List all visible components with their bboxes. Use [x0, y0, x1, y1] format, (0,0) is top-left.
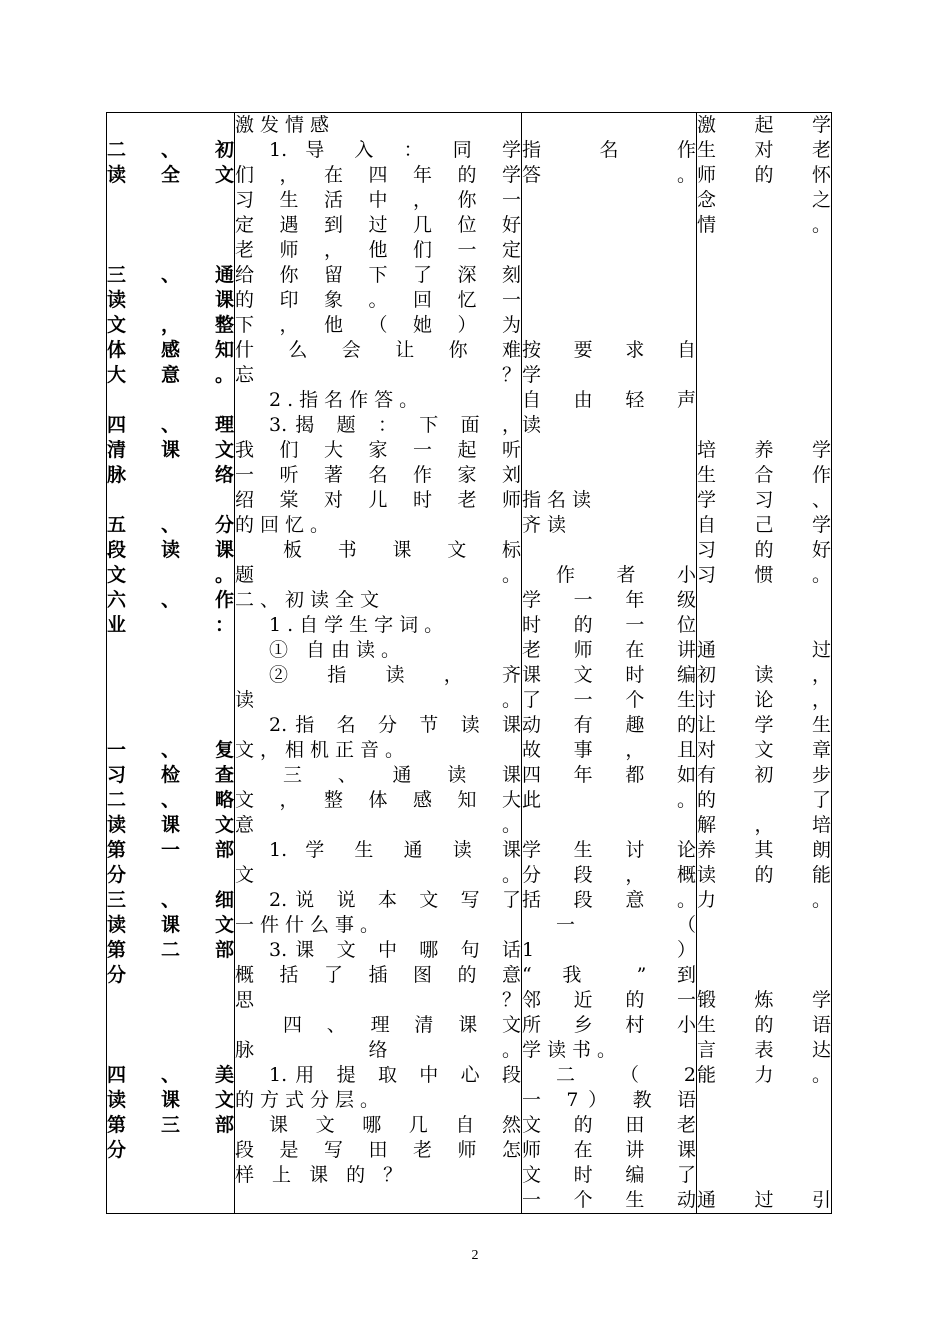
page-number: 2	[471, 1248, 479, 1263]
process-line: 习 生 活 中 ， 你 一	[235, 189, 521, 211]
process-line: 3.揭 题 ： 下 面 ，	[269, 414, 521, 436]
activity-line: 1 ）	[522, 939, 696, 961]
process-line: 文 。	[235, 864, 521, 886]
intent-line	[697, 938, 831, 963]
process-line: 给 你 留 下 了 深 刻	[235, 264, 521, 286]
activity-line	[522, 288, 696, 313]
process-line: 文 ， 整 体 感 知 大	[235, 789, 521, 811]
intent-line	[697, 1138, 831, 1163]
student-activity-column	[522, 113, 697, 1214]
process-line: 一 听 著 名 作 家 刘	[235, 464, 521, 486]
step-line: 大 意 。	[107, 364, 234, 386]
intent-line	[697, 913, 831, 938]
intent-line: 解 ， 培	[697, 814, 831, 836]
lesson-plan-table	[106, 112, 832, 1214]
process-line: 1. 导 入 ： 同 学	[269, 139, 521, 161]
intent-line: 培 养 学	[697, 439, 831, 461]
intent-line	[697, 1113, 831, 1138]
activity-line: 此 。	[522, 789, 696, 811]
activity-line: 一 个 生 动	[522, 1189, 696, 1211]
design-intent-column	[697, 113, 832, 1214]
step-line: 五 、 分	[107, 514, 234, 536]
activity-line: 括 段 意 。	[522, 889, 696, 911]
intent-line	[697, 588, 831, 613]
intent-line: 生 合 作	[697, 464, 831, 486]
process-line: 我 们 大 家 一 起 听	[235, 439, 521, 461]
intent-line: 念 之	[697, 189, 831, 211]
activity-line: 邻 近 的 一	[522, 989, 696, 1011]
process-line: 们 ， 在 四 年 的 学	[235, 164, 521, 186]
activity-line	[522, 238, 696, 263]
activity-line	[522, 263, 696, 288]
step-line	[107, 238, 234, 263]
process-line: 2.指名作答。	[269, 389, 425, 411]
step-line: 文 。	[107, 564, 234, 586]
intent-line	[697, 413, 831, 438]
step-line: 读 课	[107, 289, 234, 311]
step-line	[107, 113, 234, 138]
step-line	[107, 488, 234, 513]
activity-line: 师 在 讲 课	[522, 1139, 696, 1161]
intent-line: 的 了	[697, 789, 831, 811]
step-line: 二 、 初	[107, 139, 234, 161]
activity-line: 动 有 趣 的	[522, 714, 696, 736]
intent-line: 学 习 、	[697, 489, 831, 511]
activity-line: 文 时 编 了	[522, 1164, 696, 1186]
activity-line	[522, 113, 696, 138]
process-line: 板 书 课 文 标	[283, 539, 521, 561]
process-line: 1.用 提 取 中 心 段	[269, 1064, 521, 1086]
activity-line	[522, 463, 696, 488]
intent-line: 情 。	[697, 214, 831, 236]
intent-line	[697, 338, 831, 363]
activity-line: 指 名 作	[522, 139, 696, 161]
process-line: 读 。	[235, 689, 521, 711]
activity-line: 了 一 个 生	[522, 689, 696, 711]
step-line	[107, 713, 234, 738]
intent-line: 养 其 朗	[697, 839, 831, 861]
process-line: ① 自由读。	[269, 639, 407, 661]
process-line: 绍 棠 对 儿 时 老 师	[235, 489, 521, 511]
activity-line	[522, 313, 696, 338]
activity-line: 学 一 年 级	[522, 589, 696, 611]
process-line: 一件什么事。	[235, 914, 386, 936]
intent-line: 讨 论 ，	[697, 689, 831, 711]
process-line: 题 。	[235, 564, 521, 586]
activity-line	[522, 538, 696, 563]
table-row	[107, 113, 832, 1214]
process-line: 思 ？	[235, 989, 521, 1011]
activity-line: 学读书。	[522, 1039, 623, 1061]
step-line	[107, 1188, 234, 1213]
activity-line: 文 的 田 老	[522, 1114, 696, 1136]
step-line	[107, 1013, 234, 1038]
intent-line	[697, 263, 831, 288]
activity-line: 老 师 在 讲	[522, 639, 696, 661]
step-line: 业 ：	[107, 614, 234, 636]
intent-line: 师 的 怀	[697, 164, 831, 186]
activity-line: “ 我 ” 到	[522, 964, 696, 986]
process-line: 课 文 哪 几 自 然	[269, 1114, 521, 1136]
process-line: 激发情感	[235, 114, 336, 136]
activity-line: 故 事 ， 且	[522, 739, 696, 761]
activity-line: 二 （ 2	[556, 1064, 696, 1086]
intent-line: 生 的 语	[697, 1014, 831, 1036]
activity-line: 答 。	[522, 164, 696, 186]
intent-line: 锻 炼 学	[697, 989, 831, 1011]
intent-line: 通 过	[697, 639, 831, 661]
process-line: 的方式分层。	[235, 1089, 386, 1111]
activity-line: 所 乡 村 小	[522, 1014, 696, 1036]
process-line: 样 上 课 的 ？	[235, 1164, 409, 1186]
step-line: 第 二 部	[107, 939, 234, 961]
intent-line: 让 学 生	[697, 714, 831, 736]
step-line: 读 课 文	[107, 914, 234, 936]
activity-line: 齐读	[522, 514, 573, 536]
intent-line: 生 对 老	[697, 139, 831, 161]
intent-line	[697, 1088, 831, 1113]
process-line: 1. 学 生 通 读 课	[269, 839, 521, 861]
step-line: 清 课 文	[107, 439, 234, 461]
step-line: 六 、 作	[107, 589, 234, 611]
intent-line: 读 的 能	[697, 864, 831, 886]
intent-line: 初 读 ，	[697, 664, 831, 686]
activity-line: 自 由 轻 声	[522, 389, 696, 411]
intent-line	[697, 613, 831, 638]
process-line: 意 。	[235, 814, 521, 836]
teaching-steps-column	[107, 113, 235, 1214]
step-line	[107, 663, 234, 688]
process-line	[235, 1188, 521, 1213]
process-line: 下 ， 他 （ 她 ） 为	[235, 314, 521, 336]
process-line: 三 、 通 读 课	[283, 764, 521, 786]
process-line: 二、初读全文	[235, 589, 386, 611]
process-line: 文，相机正音。	[235, 739, 411, 761]
step-line	[107, 188, 234, 213]
activity-line: 按 要 求 自	[522, 339, 696, 361]
step-line: 四 、 理	[107, 414, 234, 436]
intent-line: 习 惯 。	[697, 564, 831, 586]
step-line	[107, 688, 234, 713]
step-line: 段 读 课	[107, 539, 234, 561]
process-line: 段 是 写 田 老 师 怎	[235, 1139, 521, 1161]
teaching-process-column	[235, 113, 522, 1214]
step-line	[107, 1038, 234, 1063]
activity-line: 读	[522, 414, 548, 436]
step-line	[107, 988, 234, 1013]
intent-line: 力 。	[697, 889, 831, 911]
step-line: 第 一 部	[107, 839, 234, 861]
process-line: 什 么 会 让 你 难	[235, 339, 521, 361]
process-line: 定 遇 到 过 几 位 好	[235, 214, 521, 236]
process-line: 的回忆。	[235, 514, 336, 536]
intent-line: 言 表 达	[697, 1039, 831, 1061]
activity-line: 一 （	[556, 914, 696, 936]
step-line: 分	[107, 864, 127, 886]
activity-line: 四 年 都 如	[522, 764, 696, 786]
step-line: 二 、 略	[107, 789, 234, 811]
step-line: 读 课 文	[107, 1089, 234, 1111]
activity-line	[522, 813, 696, 838]
step-line: 第 三 部	[107, 1114, 234, 1136]
step-line	[107, 1163, 234, 1188]
process-line: 概 括 了 插 图 的 意	[235, 964, 521, 986]
activity-line: 指名读	[522, 489, 598, 511]
step-line: 一 、 复	[107, 739, 234, 761]
step-line: 体 感 知	[107, 339, 234, 361]
activity-line	[522, 438, 696, 463]
step-line	[107, 213, 234, 238]
step-line: 分	[107, 1139, 127, 1161]
process-line: 四 、 理 清 课 文	[283, 1014, 521, 1036]
activity-line	[522, 188, 696, 213]
process-line: 脉 络 。	[235, 1039, 521, 1061]
intent-line: 对 文 章	[697, 739, 831, 761]
process-line: ② 指 读 ， 齐	[269, 664, 521, 686]
intent-line	[697, 238, 831, 263]
step-line	[107, 388, 234, 413]
step-line: 文 ， 整	[107, 314, 234, 336]
activity-line	[522, 213, 696, 238]
activity-line: 分 段 ， 概	[522, 864, 696, 886]
activity-line: 一 7） 教 语	[522, 1089, 696, 1111]
process-line: 老 师 ， 他 们 一 定	[235, 239, 521, 261]
activity-line: 学	[522, 364, 548, 386]
intent-line: 自 己 学	[697, 514, 831, 536]
intent-line	[697, 288, 831, 313]
step-line: 四 、 美	[107, 1064, 234, 1086]
process-line: 忘 ？	[235, 364, 521, 386]
activity-line: 时 的 一 位	[522, 614, 696, 636]
process-line: 2.说 说 本 文 写 了	[269, 889, 521, 911]
intent-line	[697, 1163, 831, 1188]
process-line: 2.指 名 分 节 读 课	[269, 714, 521, 736]
step-line: 脉 络	[107, 464, 234, 486]
step-line: 三 、 细	[107, 889, 234, 911]
activity-line: 作 者 小	[556, 564, 696, 586]
process-line: 的 印 象 。 回 忆 一	[235, 289, 521, 311]
activity-line: 学 生 讨 论	[522, 839, 696, 861]
intent-line: 激 起 学	[697, 114, 831, 136]
intent-line: 有 初 步	[697, 764, 831, 786]
step-line: 习 检 查	[107, 764, 234, 786]
intent-line	[697, 363, 831, 388]
step-line: 读 全 文	[107, 164, 234, 186]
step-line: 读 课 文	[107, 814, 234, 836]
step-line	[107, 638, 234, 663]
process-line: 3.课 文 中 哪 句 话	[269, 939, 521, 961]
step-line: 三 、 通	[107, 264, 234, 286]
intent-line: 通 过 引	[697, 1189, 831, 1211]
intent-line: 能 力 。	[697, 1064, 831, 1086]
step-line: 分	[107, 964, 127, 986]
activity-line: 课 文 时 编	[522, 664, 696, 686]
intent-line: 习 的 好	[697, 539, 831, 561]
intent-line	[697, 963, 831, 988]
intent-line	[697, 313, 831, 338]
process-line: 1.自学生字词。	[269, 614, 450, 636]
intent-line	[697, 388, 831, 413]
